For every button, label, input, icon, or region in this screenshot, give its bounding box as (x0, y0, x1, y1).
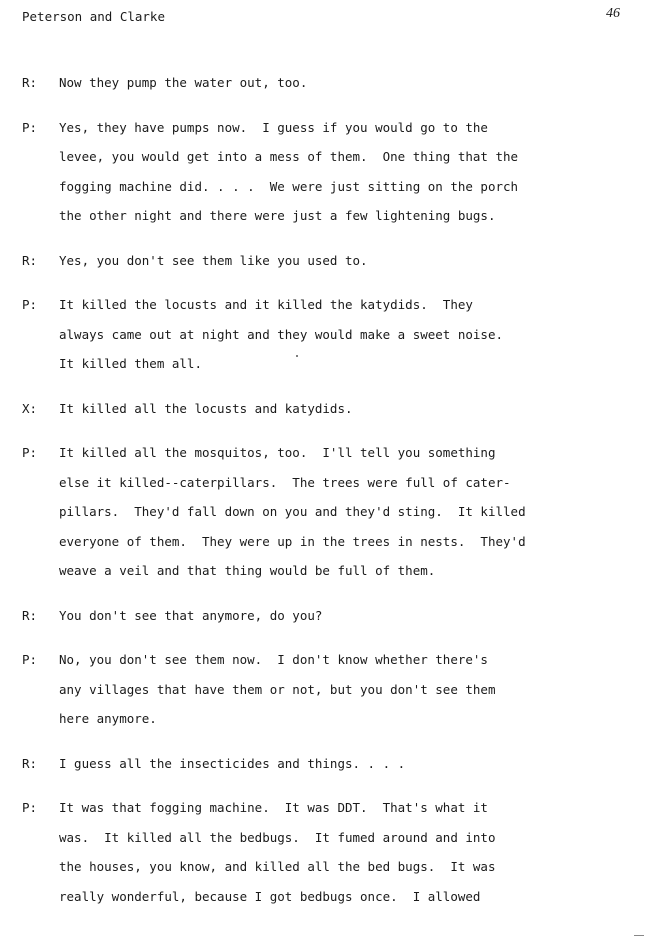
text-line: fogging machine did. . . . We were just sitting on the porch (59, 178, 519, 194)
text-line: weave a veil and that thing would be full of them. (59, 563, 436, 578)
dialogue-turn (22, 601, 632, 631)
text-line: any villages that have them or not, but you don't see them (59, 681, 496, 697)
utterance (59, 601, 632, 631)
text-line: levee, you would get into a mess of them. One thing that the (59, 149, 519, 164)
dialogue-turn (22, 246, 632, 276)
text-line: I guess all the insecticides and things. . . . (59, 755, 406, 771)
utterance (59, 749, 632, 779)
utterance (59, 645, 632, 734)
text-line: It killed all the mosquitos, too. I'll tell you something (59, 445, 496, 460)
speaker-label: X: (22, 400, 38, 416)
text-line: It killed all the locusts and katydids. (59, 400, 353, 416)
stray-mark (296, 355, 298, 357)
text-line: else it killed--caterpillars. The trees were full of cater- (59, 474, 511, 490)
utterance (59, 113, 632, 231)
utterance (59, 394, 632, 424)
text-line: here anymore. (59, 711, 157, 726)
text-line: Yes, they have pumps now. I guess if you would go to the (59, 119, 488, 135)
utterance (59, 793, 632, 911)
speaker-label: P: (22, 297, 38, 312)
dialogue-turn (22, 438, 632, 586)
text-line: You don't see that anymore, do you? (59, 607, 323, 623)
text-line: always came out at night and they would make a sweet noise. (59, 326, 504, 342)
text-line: really wonderful, because I got bedbugs once. I allowed (59, 888, 481, 904)
text-line: It killed them all. (59, 356, 202, 371)
speaker-label: P: (22, 445, 38, 460)
text-line: No, you don't see them now. I don't know whether there's (59, 652, 488, 667)
speaker-label: P: (22, 119, 38, 135)
dialogue-turn (22, 793, 632, 911)
dialogue-turn (22, 394, 632, 424)
text-line: was. It killed all the bedbugs. It fumed around and into (59, 829, 496, 845)
dialogue-turn (22, 749, 632, 779)
text-line: Now they pump the water out, too. (59, 75, 308, 90)
utterance (59, 68, 632, 98)
text-line: the other night and there were just a few lightening bugs. (59, 208, 496, 223)
utterance (59, 290, 632, 379)
transcript-body (22, 68, 632, 926)
text-line: It was that fogging machine. It was DDT. That's what it (59, 800, 488, 815)
speaker-label: R: (22, 607, 38, 623)
text-line: everyone of them. They were up in the trees in nests. They'd (59, 533, 526, 549)
text-line: pillars. They'd fall down on you and they'd sting. It killed (59, 504, 526, 519)
text-line: Yes, you don't see them like you used to. (59, 252, 368, 268)
margin-mark (634, 935, 644, 936)
speaker-label: P: (22, 800, 38, 815)
speaker-label: R: (22, 252, 38, 268)
speaker-label: R: (22, 75, 38, 90)
dialogue-turn (22, 68, 632, 98)
speaker-label: P: (22, 652, 38, 667)
page-number: 46 (606, 6, 620, 21)
dialogue-turn (22, 113, 632, 231)
utterance (59, 246, 632, 276)
running-header: Peterson and Clarke (22, 9, 165, 24)
text-line: It killed the locusts and it killed the katydids. They (59, 297, 473, 312)
text-line: the houses, you know, and killed all the bed bugs. It was (59, 859, 496, 874)
speaker-label: R: (22, 755, 38, 771)
dialogue-turn (22, 290, 632, 379)
utterance (59, 438, 632, 586)
dialogue-turn (22, 645, 632, 734)
